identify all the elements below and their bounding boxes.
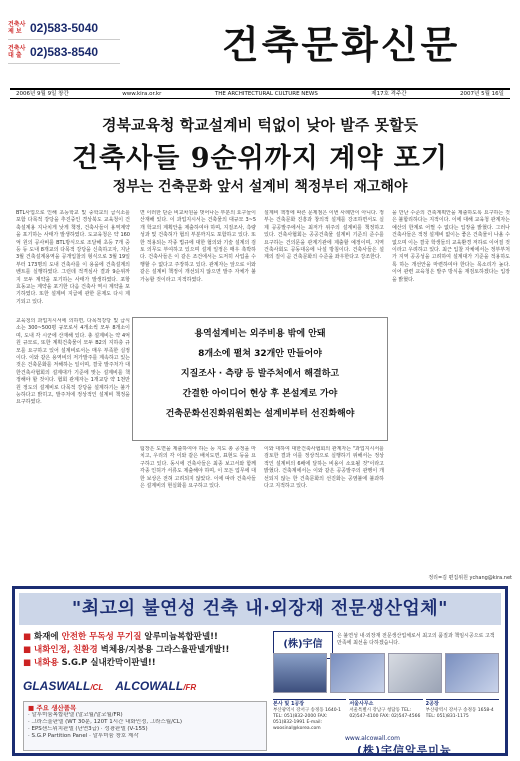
feature-highlight: 안전한 무독성 무기질 <box>61 632 142 642</box>
advertisement[interactable] <box>12 586 508 756</box>
office-name: 본사 및 1공장 <box>273 701 305 707</box>
contact-number: 02)583-5040 <box>30 20 99 35</box>
summary-line: 지질조사 · 측량 등 발주처에서 해결하고 <box>180 369 340 379</box>
article-column-3: 설계비 책정에 따른 문제점은 이번 사례만이 아니다. 정부는 건축문화 진흥과 창의적 설계를 강조하면서도 실제 공공발주에서는 최저가 위주의 설계비를 책정하고 있다. 건축사협회는 공공건축물 설계비 기준의 준수를 요구하는 건의문을 관계기관에 제출할 예정이며, 지역 건축사회도 공동대응에 나설 방침이다. 건축사들은 설계의 질이 곧 건축문화의 수준을 좌우한다고 강조한다. <box>264 210 384 261</box>
contact-box <box>8 16 120 64</box>
contact-label: 건축사 대 출 <box>8 44 26 59</box>
feature-highlight: 내화인정, 친환경 <box>34 645 98 655</box>
feature-post: 벽체용/지붕용 그라스울판넬개발!! <box>97 645 230 655</box>
brand-suffix: /FR <box>183 683 197 692</box>
panel-sample-photo <box>445 653 499 693</box>
brand-suffix: /CL <box>90 683 104 692</box>
feature-pre: 화재에 <box>34 632 62 642</box>
bullet-icon: ■ <box>23 645 32 655</box>
brand-name: GLASWALL <box>23 679 91 693</box>
summary-line: 8개소에 펼쳐 32개안 만들어야 <box>198 349 322 359</box>
product-images <box>273 653 499 693</box>
article-subhead: 정부는 건축문화 앞서 설계비 책정부터 재고해야 <box>112 179 408 195</box>
article-column-4: 을 만난 수준의 건축계획안을 제출하도록 요구하는 것은 불합리하다는 지적이다. 이에 대해 교육청 관계자는 예산의 한계로 어쩔 수 없다는 입장을 밝혔다. 그러나 건축사들은 적정 설계비 없이는 좋은 건축물이 나올 수 없으며 이는 결국 학생들의 교육환경 저하로 이어질 것이라고 우려하고 있다. 최근 입찰 자체에서는 정부부처가 지역 공공성을 고려하여 설계대가 기준을 적용하도록 하는 개선안을 마련하여야 한다는 목소리가 높다. 이어 관련 교육청은 발주 방식을 재검토하겠다는 입장을 밝혔다. <box>392 210 510 283</box>
summary-line: 건축문화선진화위원회는 설계비부터 선진화해야 <box>165 409 355 419</box>
article-kicker: 경북교육청 학교설계비 턱없이 낮아 발주 못할듯 <box>102 116 418 134</box>
masthead <box>0 0 520 100</box>
product-line: · S.G.P Partition Panel · 알루미늄 창호 제작 <box>28 733 139 739</box>
bullet-icon: ■ <box>23 658 32 668</box>
feature-post: 알루미늄복합판넬!! <box>141 632 218 642</box>
issue-number: 제17호 격주간 <box>371 91 407 97</box>
ad-features <box>23 631 267 670</box>
founded-date: 2006년 9월 9일 창간 <box>16 91 69 97</box>
ad-feature <box>23 657 267 670</box>
issue-date: 2007년 5월 16일 <box>460 91 504 97</box>
office-item <box>426 699 499 733</box>
brand-alcowall <box>115 679 196 693</box>
office-details: 부산광역시 강서구 송정동 1658-4 TEL: 051)831-1175 <box>425 708 494 719</box>
contact-row-ad <box>8 40 120 64</box>
ad-title: "최고의 불연성 건축 내·외장재 전문생산업체" <box>19 593 501 625</box>
summary-line: 용역설계비는 외주비용 밖에 안돼 <box>194 329 326 339</box>
summary-line: 간결한 아이디어 현상 후 본설계로 가야 <box>182 389 338 399</box>
products-box <box>23 701 267 751</box>
contact-row-report <box>8 16 120 40</box>
company-description: 은 불연성 내·외장재 전문생산업체로서 최고의 품질과 책임시공으로 고객만족에 최선을 다하겠습니다. <box>337 633 495 646</box>
article-column-b1: 팀장은 도면을 제출하여야 하는 등 지도 총 공정을 마치고, 우리의 각 이와 같은 배치도면, 표현도 등을 요구하고 있다. 동시에 건축사들은 최종 보고서와 함께 각종 인허가 서류도 제출해야 하며, 이 모든 업무에 대한 보상은 전혀 고려되지 않았다. 이에 따라 건축사들은 설계비의 현실화를 요구하고 있다. <box>140 446 256 490</box>
office-item <box>273 699 346 733</box>
article-column-1-bottom: 교육청의 과업지시서에 의하면, 다목적강당 및 급식소는 300~500평 규모로서 4개소씩 모두 8개소이며, 도내 각 시군에 산재해 있다. 총 설계비는 약 4억 원 규모로, 또한 계획건축물이 모두 B2의 지하층 규모를 요구하고 있어 설계비로서는 매우 부족한 실정이다. 이와 같은 용역비의 저가발주를 계속하고 있는 것은 건축문화를 저해하는 일이며, 결국 발주처가 대한건축사협회의 설계대가 기준에 맞는 설계비를 책정해야 할 것이다. 협회 관계자는 1개교당 약 1천만원 정도의 설계비로 다목적 강당을 설계하기는 불가능하다고 밝히고, 발주처에 정상적인 설계비 책정을 요구하였다. <box>16 318 130 406</box>
company-logo: (株)宇信 <box>273 631 333 659</box>
office-name: 서울사무소 <box>349 701 374 707</box>
interior-photo <box>388 653 442 693</box>
company-name: (株)宇信알루미늄 <box>357 744 452 757</box>
article-headline: 건축사들 9순위까지 계약 포기 <box>72 143 448 174</box>
brand-glaswall <box>23 679 103 693</box>
article-column-1-top: BTL사업으로 인해 초등학교 및 중학교의 급식소를 포함 다목적 강당을 추진중인 경상북도 교육청이 건축설계용 지나치게 낮게 책정, 건축사들이 용역계약을 포기하는 사태가 발생하였다. 도교육청은 약 160억 원의 공사비를 BTL방식으로 조달해 초등 7개 중등 등 도내 8개교의 다목적 강당을 신축하고자, 지난 3월 건축설계용역을 공개입찰의 형식으로 3월 19일 부터 173명의 도내 건축사를 이 용을에 건축설계의 벤트를 실행하였다. 그런데 적격심사 결과 9순위까지 모두 계약을 포기하는 사태가 발생하였다. 포항 효동교는 계약을 포기한 다음 건축사 역시 계약을 포기하였다. 또한 설계비 지급에 관한 문제도 다시 제기되고 있다. <box>16 210 130 305</box>
ad-feature <box>23 644 267 657</box>
office-details: 서울특별시 강남구 청담동 TEL: 02)547-4100 FAX: 02)547-4566 <box>349 708 421 719</box>
contact-number: 02)583-8540 <box>30 44 99 59</box>
office-details: 부산광역시 강서구 송정동 1640-1 TEL: 051)832-2000 FAX: 051)832-1991 E-mail: woosinal@korea.com <box>273 708 342 731</box>
brand-row <box>23 675 267 697</box>
office-list <box>273 699 499 733</box>
brand-name: ALCOWALL <box>115 679 184 693</box>
building-photo <box>273 653 327 693</box>
office-name: 2공장 <box>425 701 439 707</box>
office-item <box>349 699 422 733</box>
newspaper-logo: 건축문화신문 <box>222 22 461 67</box>
company-url[interactable]: www.alcowall.com <box>345 735 401 742</box>
product-line: · 알루미늄복합판넬 (알코월/알코월/FR) <box>28 712 123 718</box>
dateline <box>10 88 510 99</box>
article-column-2: 면 이러한 단순 비교차원을 벗어나는 부분의 요구들이 산재해 있다. 이 과업지시서는 건축물의 대규모 3~5개 학교의 계획안을 제출하여야 하며, 지질조사, 측량성과 및 건축허가 협의 부분까지도 포함하고 있다. 또한 적용되는 각종 법규에 대한 협의와 기술 설계의 검토 의무도 부여하고 있으며 설계 일정은 매우 촉박하다. 건축사들은 이 같은 조건에서는 도저히 사업을 수행할 수 없다고 주장하고 있다. 관계자는 앞으로 이와 같은 설계비 책정이 개선되지 않으면 발주 자체가 불가능할 것이라고 지적하였다. <box>140 210 256 283</box>
product-line: · 그라스울판넬 (WT 30분, 120T 1시간 내화인정, 그라스월/CL) <box>28 719 183 725</box>
feature-highlight: 내화용 <box>34 658 59 668</box>
byline: 정리=김 편집위원 ychang@kira.net <box>428 575 512 581</box>
english-title: THE ARCHITECTURAL CULTURE NEWS <box>214 91 318 97</box>
article-column-b2: 이와 대하여 대한건축사협회의 관계자는 "과업지시서를 검토한 결과 이를 정상적으로 실행하기 위해서는 정상적인 설계비의 6배에 달하는 비용이 소요될 것"이라고 밝혔다. 건축계에서는 이와 같은 공공발주의 관행이 개선되지 않는 한 건축문화의 선진화는 공염불에 불과하다고 지적하고 있다. <box>264 446 384 490</box>
contact-label: 건축사 제 보 <box>8 20 26 35</box>
product-line: · EPS샌드위치판넬 (난연3급) · 성광판넬 (V-155) <box>28 726 148 732</box>
ad-feature <box>23 631 267 644</box>
panel-photo <box>330 653 384 693</box>
bullet-icon: ■ <box>23 632 32 642</box>
feature-post: S.G.P 실내칸막이판넬!! <box>58 658 156 668</box>
website-url[interactable]: www.kira.or.kr <box>122 91 162 97</box>
summary-box <box>132 317 388 441</box>
products-title: ■ 주요 생산품목 <box>28 704 77 712</box>
